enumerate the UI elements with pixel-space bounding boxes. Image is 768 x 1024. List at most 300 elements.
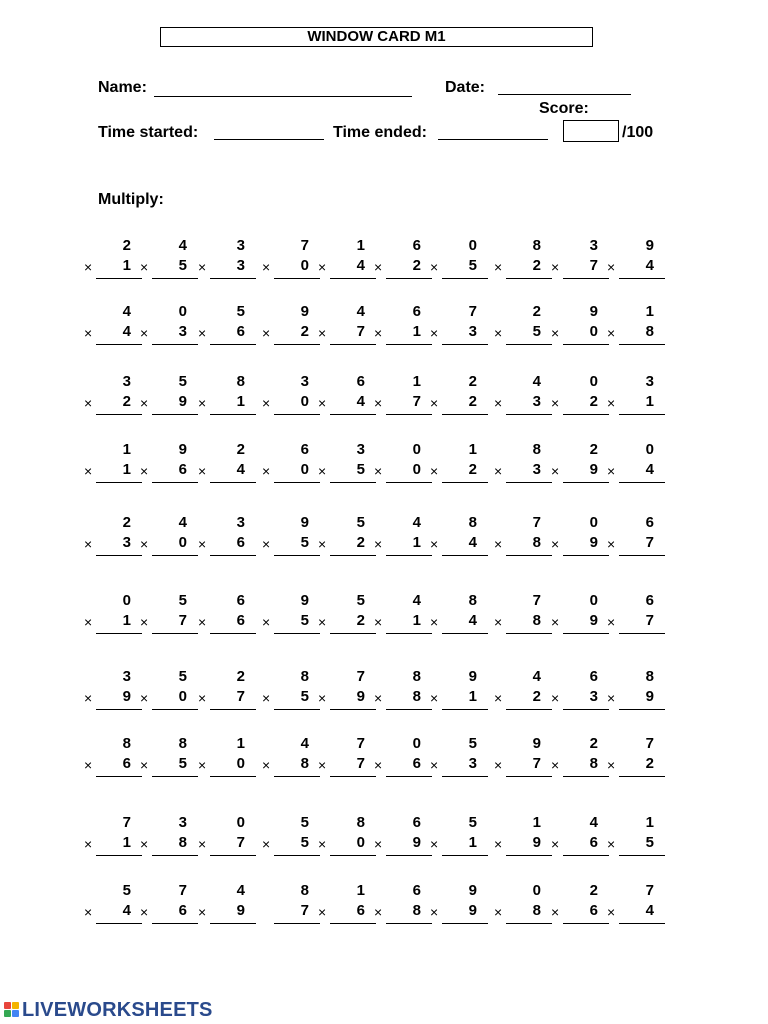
answer-line[interactable] <box>210 855 256 856</box>
answer-line[interactable] <box>563 633 609 634</box>
answer-line[interactable] <box>619 555 665 556</box>
multiplier: 1 <box>468 688 477 705</box>
multiply-sign: × <box>430 836 439 852</box>
multiply-sign: × <box>318 325 327 341</box>
answer-line[interactable] <box>442 482 488 483</box>
multiplier: 5 <box>178 755 187 772</box>
problem[interactable] <box>494 735 552 781</box>
multiplicand: 8 <box>122 735 131 752</box>
problem[interactable] <box>198 882 256 928</box>
problem[interactable] <box>494 441 552 487</box>
multiplier: 7 <box>236 834 245 851</box>
answer-line[interactable] <box>619 923 665 924</box>
multiplicand: 1 <box>468 441 477 458</box>
answer-line[interactable] <box>563 776 609 777</box>
multiply-sign: × <box>607 325 616 341</box>
answer-line[interactable] <box>152 482 198 483</box>
problem[interactable] <box>607 668 665 714</box>
answer-line[interactable] <box>442 776 488 777</box>
problem[interactable] <box>430 814 488 860</box>
multiplicand: 4 <box>300 735 309 752</box>
multiplicand: 7 <box>356 735 365 752</box>
multiply-sign: × <box>607 614 616 630</box>
answer-line[interactable] <box>96 482 142 483</box>
answer-line[interactable] <box>563 482 609 483</box>
score-total: /100 <box>622 124 654 141</box>
multiplier: 2 <box>468 461 477 478</box>
logo-square <box>4 1002 11 1009</box>
multiplier: 6 <box>589 902 598 919</box>
answer-line[interactable] <box>506 344 552 345</box>
problem[interactable] <box>84 441 142 487</box>
problem[interactable] <box>84 592 142 638</box>
problem[interactable] <box>140 735 198 781</box>
problem[interactable] <box>318 441 376 487</box>
problem[interactable] <box>607 303 665 349</box>
problem[interactable] <box>140 814 198 860</box>
problem[interactable] <box>198 303 256 349</box>
answer-line[interactable] <box>442 855 488 856</box>
problem[interactable] <box>198 814 256 860</box>
answer-line[interactable] <box>330 344 376 345</box>
multiply-sign: × <box>494 536 503 552</box>
problem[interactable] <box>551 514 609 560</box>
multiplier: 2 <box>122 393 131 410</box>
answer-line[interactable] <box>96 633 142 634</box>
problem[interactable] <box>198 735 256 781</box>
multiply-sign: × <box>374 904 383 920</box>
multiplier: 9 <box>589 534 598 551</box>
problem[interactable] <box>494 668 552 714</box>
answer-line[interactable] <box>619 482 665 483</box>
answer-line[interactable] <box>330 776 376 777</box>
answer-line[interactable] <box>442 344 488 345</box>
multiplier: 5 <box>468 257 477 274</box>
problem[interactable] <box>318 735 376 781</box>
problem[interactable] <box>607 735 665 781</box>
problem[interactable] <box>140 668 198 714</box>
answer-line[interactable] <box>442 278 488 279</box>
answer-line[interactable] <box>274 923 320 924</box>
multiplicand: 9 <box>178 441 187 458</box>
multiplicand: 7 <box>356 668 365 685</box>
problem[interactable] <box>607 814 665 860</box>
multiply-sign: × <box>198 395 207 411</box>
multiplicand: 5 <box>468 814 477 831</box>
answer-line[interactable] <box>330 278 376 279</box>
multiplier: 0 <box>412 461 421 478</box>
answer-line[interactable] <box>274 855 320 856</box>
multiply-sign: × <box>374 536 383 552</box>
problem[interactable] <box>430 514 488 560</box>
answer-line[interactable] <box>96 709 142 710</box>
answer-line[interactable] <box>386 923 432 924</box>
answer-line[interactable] <box>210 482 256 483</box>
answer-line[interactable] <box>96 555 142 556</box>
answer-line[interactable] <box>96 344 142 345</box>
multiplicand: 5 <box>236 303 245 320</box>
problem[interactable] <box>318 514 376 560</box>
logo-square <box>12 1010 19 1017</box>
problem[interactable] <box>198 441 256 487</box>
multiplier: 1 <box>412 612 421 629</box>
answer-line[interactable] <box>563 709 609 710</box>
multiplicand: 9 <box>645 237 654 254</box>
problem[interactable] <box>84 668 142 714</box>
answer-line[interactable] <box>506 923 552 924</box>
problem[interactable] <box>551 882 609 928</box>
problem[interactable] <box>318 882 376 928</box>
problem[interactable] <box>430 668 488 714</box>
multiplier: 1 <box>236 393 245 410</box>
multiply-sign: × <box>198 836 207 852</box>
problem[interactable] <box>262 668 320 714</box>
answer-line[interactable] <box>152 855 198 856</box>
answer-line[interactable] <box>386 414 432 415</box>
answer-line[interactable] <box>619 855 665 856</box>
problem[interactable] <box>262 592 320 638</box>
answer-line[interactable] <box>506 555 552 556</box>
problem[interactable] <box>494 237 552 283</box>
problem[interactable] <box>262 373 320 419</box>
problem[interactable] <box>374 882 432 928</box>
name-field[interactable] <box>154 96 412 97</box>
multiplicand: 5 <box>178 373 187 390</box>
problem[interactable] <box>607 237 665 283</box>
problem[interactable] <box>318 303 376 349</box>
multiplicand: 3 <box>178 814 187 831</box>
multiplier: 2 <box>300 323 309 340</box>
problem[interactable] <box>318 592 376 638</box>
answer-line[interactable] <box>330 414 376 415</box>
problem[interactable] <box>551 735 609 781</box>
answer-line[interactable] <box>506 855 552 856</box>
answer-line[interactable] <box>506 414 552 415</box>
problem[interactable] <box>318 373 376 419</box>
problem[interactable] <box>198 237 256 283</box>
multiplier: 9 <box>178 393 187 410</box>
answer-line[interactable] <box>619 278 665 279</box>
multiply-sign: × <box>430 463 439 479</box>
answer-line[interactable] <box>386 776 432 777</box>
problem[interactable] <box>494 303 552 349</box>
answer-line[interactable] <box>506 633 552 634</box>
multiplier: 6 <box>178 902 187 919</box>
multiplier: 5 <box>300 534 309 551</box>
problem[interactable] <box>84 303 142 349</box>
multiplier: 0 <box>356 834 365 851</box>
multiply-sign: × <box>551 904 560 920</box>
problem[interactable] <box>607 373 665 419</box>
problem[interactable] <box>374 814 432 860</box>
multiplier: 7 <box>412 393 421 410</box>
problem[interactable] <box>494 882 552 928</box>
answer-line[interactable] <box>274 344 320 345</box>
multiply-sign: × <box>140 836 149 852</box>
problem[interactable] <box>430 592 488 638</box>
multiplier: 2 <box>532 688 541 705</box>
multiplier: 7 <box>589 257 598 274</box>
multiply-sign: × <box>551 614 560 630</box>
answer-line[interactable] <box>563 414 609 415</box>
multiplicand: 5 <box>122 882 131 899</box>
answer-line[interactable] <box>619 414 665 415</box>
multiply-sign: × <box>198 757 207 773</box>
answer-line[interactable] <box>152 278 198 279</box>
answer-line[interactable] <box>152 633 198 634</box>
problem[interactable] <box>140 237 198 283</box>
problem[interactable] <box>551 592 609 638</box>
answer-line[interactable] <box>210 776 256 777</box>
problem[interactable] <box>262 882 320 928</box>
answer-line[interactable] <box>619 633 665 634</box>
multiplier: 8 <box>645 323 654 340</box>
problem[interactable] <box>374 303 432 349</box>
answer-line[interactable] <box>210 709 256 710</box>
multiply-sign: × <box>374 614 383 630</box>
answer-line[interactable] <box>386 278 432 279</box>
problem[interactable] <box>607 514 665 560</box>
problem[interactable] <box>84 882 142 928</box>
answer-line[interactable] <box>274 776 320 777</box>
problem[interactable] <box>262 514 320 560</box>
answer-line[interactable] <box>210 555 256 556</box>
multiply-sign: × <box>318 395 327 411</box>
multiplier: 9 <box>589 612 598 629</box>
answer-line[interactable] <box>330 923 376 924</box>
time-ended-field[interactable] <box>438 139 548 140</box>
answer-line[interactable] <box>506 709 552 710</box>
problem[interactable] <box>607 882 665 928</box>
problem[interactable] <box>430 882 488 928</box>
multiplier: 1 <box>122 834 131 851</box>
problem[interactable] <box>84 514 142 560</box>
multiply-sign: × <box>262 757 271 773</box>
multiply-sign: × <box>494 325 503 341</box>
problem[interactable] <box>84 237 142 283</box>
answer-line[interactable] <box>619 344 665 345</box>
multiplicand: 1 <box>645 814 654 831</box>
problem[interactable] <box>430 441 488 487</box>
multiplier: 9 <box>122 688 131 705</box>
answer-line[interactable] <box>210 344 256 345</box>
answer-line[interactable] <box>563 855 609 856</box>
answer-line[interactable] <box>152 923 198 924</box>
multiplicand: 2 <box>589 735 598 752</box>
answer-line[interactable] <box>96 278 142 279</box>
answer-line[interactable] <box>152 776 198 777</box>
answer-line[interactable] <box>442 414 488 415</box>
answer-line[interactable] <box>506 278 552 279</box>
problem[interactable] <box>551 814 609 860</box>
answer-line[interactable] <box>152 709 198 710</box>
problem[interactable] <box>140 303 198 349</box>
problem[interactable] <box>84 373 142 419</box>
multiply-sign: × <box>140 463 149 479</box>
problem[interactable] <box>140 441 198 487</box>
answer-line[interactable] <box>96 855 142 856</box>
problem[interactable] <box>198 373 256 419</box>
multiply-sign: × <box>318 836 327 852</box>
answer-line[interactable] <box>506 776 552 777</box>
problem[interactable] <box>374 441 432 487</box>
problem[interactable] <box>140 373 198 419</box>
problem[interactable] <box>318 668 376 714</box>
answer-line[interactable] <box>386 555 432 556</box>
problem[interactable] <box>430 373 488 419</box>
answer-line[interactable] <box>330 482 376 483</box>
problem[interactable] <box>374 237 432 283</box>
problem[interactable] <box>494 373 552 419</box>
answer-line[interactable] <box>274 633 320 634</box>
multiplicand: 6 <box>412 303 421 320</box>
answer-line[interactable] <box>619 709 665 710</box>
answer-line[interactable] <box>96 414 142 415</box>
answer-line[interactable] <box>330 555 376 556</box>
multiplicand: 6 <box>412 882 421 899</box>
answer-line[interactable] <box>152 555 198 556</box>
multiply-sign: × <box>140 904 149 920</box>
problem[interactable] <box>494 514 552 560</box>
multiplicand: 5 <box>468 735 477 752</box>
multiplier: 7 <box>532 755 541 772</box>
multiply-sign: × <box>374 757 383 773</box>
problem[interactable] <box>430 303 488 349</box>
multiply-sign: × <box>84 614 93 630</box>
answer-line[interactable] <box>386 482 432 483</box>
answer-line[interactable] <box>563 278 609 279</box>
multiplier: 6 <box>236 323 245 340</box>
answer-line[interactable] <box>386 709 432 710</box>
score-label: Score: <box>539 100 589 117</box>
problem[interactable] <box>551 303 609 349</box>
problem[interactable] <box>318 237 376 283</box>
problem[interactable] <box>374 592 432 638</box>
answer-line[interactable] <box>152 344 198 345</box>
multiplicand: 2 <box>236 668 245 685</box>
answer-line[interactable] <box>563 555 609 556</box>
problem[interactable] <box>607 592 665 638</box>
problem[interactable] <box>374 514 432 560</box>
multiplicand: 5 <box>356 514 365 531</box>
answer-line[interactable] <box>330 633 376 634</box>
multiplicand: 5 <box>356 592 365 609</box>
multiplicand: 3 <box>645 373 654 390</box>
problem[interactable] <box>374 373 432 419</box>
multiplicand: 6 <box>645 592 654 609</box>
multiplier: 3 <box>532 393 541 410</box>
answer-line[interactable] <box>386 344 432 345</box>
multiplier: 1 <box>122 461 131 478</box>
multiply-sign: × <box>262 690 271 706</box>
answer-line[interactable] <box>442 923 488 924</box>
answer-line[interactable] <box>274 709 320 710</box>
multiply-sign: × <box>430 536 439 552</box>
problem[interactable] <box>551 441 609 487</box>
answer-line[interactable] <box>386 855 432 856</box>
problem[interactable] <box>198 668 256 714</box>
problem[interactable] <box>262 814 320 860</box>
answer-line[interactable] <box>506 482 552 483</box>
multiplier: 7 <box>178 612 187 629</box>
problem[interactable] <box>140 882 198 928</box>
answer-line[interactable] <box>96 776 142 777</box>
multiplicand: 6 <box>236 592 245 609</box>
answer-line[interactable] <box>274 278 320 279</box>
problem[interactable] <box>140 592 198 638</box>
answer-line[interactable] <box>386 633 432 634</box>
time-started-field[interactable] <box>214 139 324 140</box>
answer-line[interactable] <box>563 923 609 924</box>
problem[interactable] <box>374 735 432 781</box>
answer-line[interactable] <box>210 414 256 415</box>
problem[interactable] <box>84 814 142 860</box>
multiply-sign: × <box>494 259 503 275</box>
problem[interactable] <box>430 735 488 781</box>
problem[interactable] <box>84 735 142 781</box>
multiplicand: 4 <box>178 237 187 254</box>
name-label: Name: <box>98 79 147 96</box>
problem[interactable] <box>198 592 256 638</box>
problem[interactable] <box>262 441 320 487</box>
problem[interactable] <box>494 592 552 638</box>
problem[interactable] <box>262 735 320 781</box>
date-field[interactable] <box>498 94 631 95</box>
multiplicand: 8 <box>178 735 187 752</box>
problem[interactable] <box>607 441 665 487</box>
problem[interactable] <box>198 514 256 560</box>
answer-line[interactable] <box>274 555 320 556</box>
answer-line[interactable] <box>96 923 142 924</box>
multiply-sign: × <box>551 259 560 275</box>
answer-line[interactable] <box>619 776 665 777</box>
multiplier: 5 <box>300 612 309 629</box>
answer-line[interactable] <box>210 633 256 634</box>
multiplier: 1 <box>412 534 421 551</box>
problem[interactable] <box>262 303 320 349</box>
multiplier: 1 <box>645 393 654 410</box>
answer-line[interactable] <box>442 555 488 556</box>
answer-line[interactable] <box>330 855 376 856</box>
multiplicand: 3 <box>236 237 245 254</box>
problem[interactable] <box>551 373 609 419</box>
problem[interactable] <box>551 668 609 714</box>
problem[interactable] <box>494 814 552 860</box>
multiplier: 7 <box>236 688 245 705</box>
problem[interactable] <box>374 668 432 714</box>
problem[interactable] <box>551 237 609 283</box>
answer-line[interactable] <box>210 923 256 924</box>
score-box[interactable] <box>563 120 619 142</box>
answer-line[interactable] <box>330 709 376 710</box>
multiplicand: 9 <box>468 882 477 899</box>
answer-line[interactable] <box>210 278 256 279</box>
answer-line[interactable] <box>274 482 320 483</box>
answer-line[interactable] <box>442 709 488 710</box>
multiply-sign: × <box>262 259 271 275</box>
problem[interactable] <box>318 814 376 860</box>
answer-line[interactable] <box>563 344 609 345</box>
answer-line[interactable] <box>274 414 320 415</box>
answer-line[interactable] <box>442 633 488 634</box>
multiply-sign: × <box>84 536 93 552</box>
problem[interactable] <box>140 514 198 560</box>
multiplier: 2 <box>356 534 365 551</box>
problem[interactable] <box>262 237 320 283</box>
problem[interactable] <box>430 237 488 283</box>
answer-line[interactable] <box>152 414 198 415</box>
multiplier: 7 <box>300 902 309 919</box>
